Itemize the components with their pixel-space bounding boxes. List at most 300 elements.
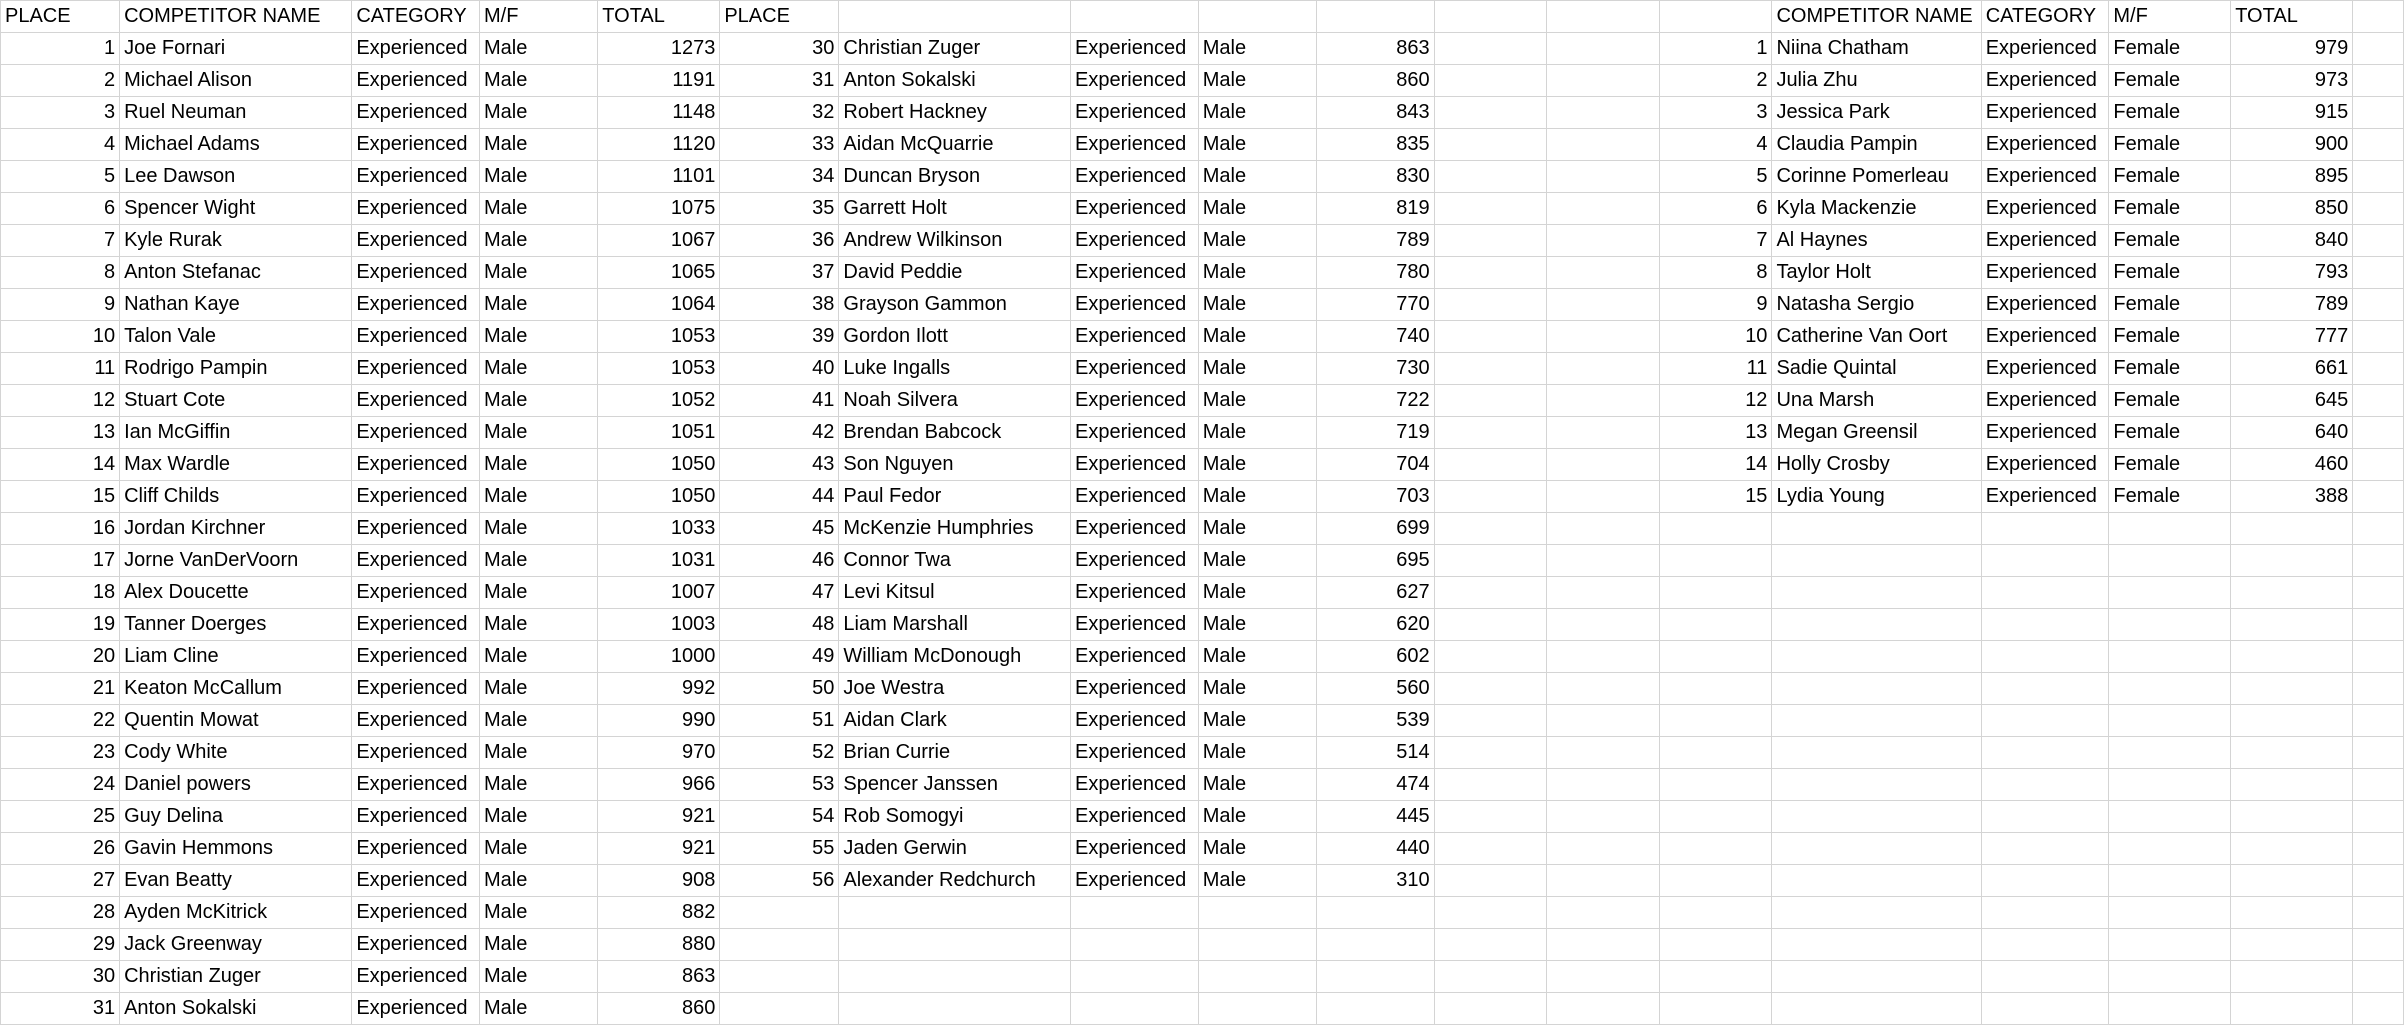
cell-mf[interactable]: Male bbox=[1198, 289, 1316, 321]
empty-cell[interactable] bbox=[1547, 801, 1660, 833]
empty-cell[interactable] bbox=[1434, 33, 1547, 65]
cell-total[interactable]: 895 bbox=[2231, 161, 2353, 193]
empty-cell[interactable] bbox=[1659, 833, 1772, 865]
empty-cell[interactable] bbox=[2109, 513, 2231, 545]
cell-category[interactable]: Experienced bbox=[352, 257, 480, 289]
cell-mf[interactable]: Male bbox=[479, 257, 597, 289]
cell-name[interactable]: Quentin Mowat bbox=[120, 705, 352, 737]
empty-cell[interactable] bbox=[2109, 929, 2231, 961]
empty-cell[interactable] bbox=[1198, 929, 1316, 961]
cell-name[interactable]: Kyle Rurak bbox=[120, 225, 352, 257]
cell-name[interactable]: Anton Sokalski bbox=[839, 65, 1071, 97]
cell-total[interactable]: 620 bbox=[1317, 609, 1435, 641]
cell-mf[interactable]: Male bbox=[1198, 33, 1316, 65]
empty-cell[interactable] bbox=[1434, 673, 1547, 705]
cell-place[interactable]: 51 bbox=[720, 705, 839, 737]
header-cell[interactable]: CATEGORY bbox=[1981, 1, 2109, 33]
cell-category[interactable]: Experienced bbox=[352, 193, 480, 225]
cell-total[interactable]: 880 bbox=[598, 929, 720, 961]
cell-mf[interactable]: Female bbox=[2109, 65, 2231, 97]
empty-cell[interactable] bbox=[839, 961, 1071, 993]
cell-category[interactable]: Experienced bbox=[352, 65, 480, 97]
cell-total[interactable]: 1075 bbox=[598, 193, 720, 225]
empty-cell[interactable] bbox=[1772, 929, 1981, 961]
cell-name[interactable]: Liam Marshall bbox=[839, 609, 1071, 641]
cell-category[interactable]: Experienced bbox=[1071, 289, 1199, 321]
cell-place[interactable]: 39 bbox=[720, 321, 839, 353]
cell-mf[interactable]: Female bbox=[2109, 33, 2231, 65]
cell-name[interactable]: Lee Dawson bbox=[120, 161, 352, 193]
cell-place[interactable]: 40 bbox=[720, 353, 839, 385]
cell-place[interactable]: 16 bbox=[1, 513, 120, 545]
empty-cell[interactable] bbox=[1772, 577, 1981, 609]
cell-name[interactable]: Robert Hackney bbox=[839, 97, 1071, 129]
cell-place[interactable]: 20 bbox=[1, 641, 120, 673]
cell-name[interactable]: Brian Currie bbox=[839, 737, 1071, 769]
cell-mf[interactable]: Male bbox=[479, 545, 597, 577]
empty-cell[interactable] bbox=[1981, 897, 2109, 929]
cell-name[interactable]: Anton Stefanac bbox=[120, 257, 352, 289]
empty-cell[interactable] bbox=[2231, 577, 2353, 609]
cell-total[interactable]: 843 bbox=[1317, 97, 1435, 129]
cell-name[interactable]: Una Marsh bbox=[1772, 385, 1981, 417]
empty-cell[interactable] bbox=[1434, 417, 1547, 449]
cell-place[interactable]: 49 bbox=[720, 641, 839, 673]
cell-mf[interactable]: Male bbox=[479, 481, 597, 513]
cell-place[interactable]: 15 bbox=[1, 481, 120, 513]
cell-name[interactable]: Natasha Sergio bbox=[1772, 289, 1981, 321]
cell-total[interactable]: 777 bbox=[2231, 321, 2353, 353]
cell-name[interactable]: Sadie Quintal bbox=[1772, 353, 1981, 385]
cell-category[interactable]: Experienced bbox=[352, 385, 480, 417]
empty-cell[interactable] bbox=[1547, 257, 1660, 289]
cell-name[interactable]: Liam Cline bbox=[120, 641, 352, 673]
cell-name[interactable]: Michael Adams bbox=[120, 129, 352, 161]
cell-total[interactable]: 1053 bbox=[598, 321, 720, 353]
cell-mf[interactable]: Male bbox=[479, 769, 597, 801]
empty-cell[interactable] bbox=[2231, 769, 2353, 801]
cell-total[interactable]: 1273 bbox=[598, 33, 720, 65]
cell-category[interactable]: Experienced bbox=[1981, 161, 2109, 193]
empty-cell[interactable] bbox=[1434, 321, 1547, 353]
cell-place[interactable]: 18 bbox=[1, 577, 120, 609]
empty-cell[interactable] bbox=[1434, 609, 1547, 641]
empty-cell[interactable] bbox=[1772, 737, 1981, 769]
cell-mf[interactable]: Male bbox=[479, 225, 597, 257]
cell-name[interactable]: Paul Fedor bbox=[839, 481, 1071, 513]
cell-place[interactable]: 46 bbox=[720, 545, 839, 577]
cell-name[interactable]: Ian McGiffin bbox=[120, 417, 352, 449]
cell-name[interactable]: Max Wardle bbox=[120, 449, 352, 481]
empty-cell[interactable] bbox=[1547, 97, 1660, 129]
cell-category[interactable]: Experienced bbox=[352, 801, 480, 833]
empty-cell[interactable] bbox=[1071, 993, 1199, 1025]
cell-total[interactable]: 793 bbox=[2231, 257, 2353, 289]
cell-mf[interactable]: Male bbox=[479, 737, 597, 769]
header-cell[interactable]: TOTAL bbox=[2231, 1, 2353, 33]
empty-cell[interactable] bbox=[1547, 225, 1660, 257]
cell-category[interactable]: Experienced bbox=[352, 513, 480, 545]
cell-total[interactable]: 695 bbox=[1317, 545, 1435, 577]
cell-category[interactable]: Experienced bbox=[1071, 353, 1199, 385]
empty-cell[interactable] bbox=[2231, 513, 2353, 545]
cell-name[interactable]: Spencer Wight bbox=[120, 193, 352, 225]
header-cell[interactable]: TOTAL bbox=[598, 1, 720, 33]
empty-cell[interactable] bbox=[2231, 609, 2353, 641]
cell-mf[interactable]: Male bbox=[479, 897, 597, 929]
empty-cell[interactable] bbox=[1981, 513, 2109, 545]
empty-cell[interactable] bbox=[1547, 513, 1660, 545]
empty-cell[interactable] bbox=[720, 929, 839, 961]
cell-place[interactable]: 29 bbox=[1, 929, 120, 961]
cell-category[interactable]: Experienced bbox=[352, 33, 480, 65]
empty-cell[interactable] bbox=[1198, 897, 1316, 929]
cell-name[interactable]: Niina Chatham bbox=[1772, 33, 1981, 65]
empty-cell[interactable] bbox=[1434, 257, 1547, 289]
cell-total[interactable]: 1050 bbox=[598, 449, 720, 481]
empty-cell[interactable] bbox=[1772, 801, 1981, 833]
cell-place[interactable]: 30 bbox=[1, 961, 120, 993]
cell-place[interactable]: 13 bbox=[1659, 417, 1772, 449]
cell-place[interactable]: 56 bbox=[720, 865, 839, 897]
cell-category[interactable]: Experienced bbox=[1071, 609, 1199, 641]
cell-total[interactable]: 1052 bbox=[598, 385, 720, 417]
cell-place[interactable]: 23 bbox=[1, 737, 120, 769]
empty-cell[interactable] bbox=[1317, 897, 1435, 929]
cell-name[interactable]: Jessica Park bbox=[1772, 97, 1981, 129]
cell-category[interactable]: Experienced bbox=[1071, 577, 1199, 609]
cell-place[interactable]: 33 bbox=[720, 129, 839, 161]
empty-cell[interactable] bbox=[1434, 129, 1547, 161]
cell-place[interactable]: 32 bbox=[720, 97, 839, 129]
empty-cell[interactable] bbox=[2353, 289, 2404, 321]
header-cell[interactable]: COMPETITOR NAME bbox=[120, 1, 352, 33]
cell-place[interactable]: 45 bbox=[720, 513, 839, 545]
cell-category[interactable]: Experienced bbox=[1981, 449, 2109, 481]
cell-place[interactable]: 36 bbox=[720, 225, 839, 257]
cell-mf[interactable]: Male bbox=[479, 609, 597, 641]
cell-place[interactable]: 2 bbox=[1, 65, 120, 97]
empty-cell[interactable] bbox=[1547, 129, 1660, 161]
cell-mf[interactable]: Male bbox=[1198, 321, 1316, 353]
cell-category[interactable]: Experienced bbox=[1981, 481, 2109, 513]
cell-place[interactable]: 41 bbox=[720, 385, 839, 417]
cell-name[interactable]: Holly Crosby bbox=[1772, 449, 1981, 481]
empty-cell[interactable] bbox=[1547, 417, 1660, 449]
cell-total[interactable]: 704 bbox=[1317, 449, 1435, 481]
cell-name[interactable]: McKenzie Humphries bbox=[839, 513, 1071, 545]
empty-cell[interactable] bbox=[1434, 961, 1547, 993]
empty-cell[interactable] bbox=[1434, 929, 1547, 961]
empty-cell[interactable] bbox=[2231, 897, 2353, 929]
empty-cell[interactable] bbox=[1659, 801, 1772, 833]
header-cell[interactable]: COMPETITOR NAME bbox=[1772, 1, 1981, 33]
cell-total[interactable]: 310 bbox=[1317, 865, 1435, 897]
empty-cell[interactable] bbox=[2353, 897, 2404, 929]
empty-cell[interactable] bbox=[1772, 769, 1981, 801]
empty-cell[interactable] bbox=[2353, 321, 2404, 353]
empty-cell[interactable] bbox=[1547, 193, 1660, 225]
empty-cell[interactable] bbox=[1547, 161, 1660, 193]
empty-cell[interactable] bbox=[1547, 961, 1660, 993]
cell-mf[interactable]: Male bbox=[1198, 513, 1316, 545]
cell-total[interactable]: 1007 bbox=[598, 577, 720, 609]
empty-cell[interactable] bbox=[1071, 961, 1199, 993]
cell-mf[interactable]: Male bbox=[1198, 737, 1316, 769]
empty-cell[interactable] bbox=[2353, 833, 2404, 865]
header-cell[interactable]: PLACE bbox=[720, 1, 839, 33]
cell-total[interactable]: 445 bbox=[1317, 801, 1435, 833]
empty-cell[interactable] bbox=[720, 993, 839, 1025]
empty-cell[interactable] bbox=[839, 1, 1071, 33]
cell-name[interactable]: David Peddie bbox=[839, 257, 1071, 289]
empty-cell[interactable] bbox=[2353, 545, 2404, 577]
cell-name[interactable]: Megan Greensil bbox=[1772, 417, 1981, 449]
cell-place[interactable]: 11 bbox=[1, 353, 120, 385]
cell-mf[interactable]: Male bbox=[479, 577, 597, 609]
cell-mf[interactable]: Male bbox=[479, 129, 597, 161]
empty-cell[interactable] bbox=[2353, 481, 2404, 513]
cell-place[interactable]: 31 bbox=[720, 65, 839, 97]
empty-cell[interactable] bbox=[1434, 161, 1547, 193]
empty-cell[interactable] bbox=[1659, 673, 1772, 705]
empty-cell[interactable] bbox=[2109, 705, 2231, 737]
cell-mf[interactable]: Male bbox=[1198, 769, 1316, 801]
empty-cell[interactable] bbox=[2353, 577, 2404, 609]
empty-cell[interactable] bbox=[1659, 961, 1772, 993]
cell-total[interactable]: 1191 bbox=[598, 65, 720, 97]
cell-name[interactable]: Spencer Janssen bbox=[839, 769, 1071, 801]
cell-category[interactable]: Experienced bbox=[1071, 737, 1199, 769]
cell-mf[interactable]: Male bbox=[479, 65, 597, 97]
cell-name[interactable]: Noah Silvera bbox=[839, 385, 1071, 417]
cell-name[interactable]: Nathan Kaye bbox=[120, 289, 352, 321]
cell-mf[interactable]: Male bbox=[479, 33, 597, 65]
cell-total[interactable]: 863 bbox=[1317, 33, 1435, 65]
cell-mf[interactable]: Male bbox=[479, 289, 597, 321]
empty-cell[interactable] bbox=[2231, 673, 2353, 705]
cell-name[interactable]: Aidan Clark bbox=[839, 705, 1071, 737]
empty-cell[interactable] bbox=[1547, 289, 1660, 321]
cell-name[interactable]: Jordan Kirchner bbox=[120, 513, 352, 545]
empty-cell[interactable] bbox=[1547, 897, 1660, 929]
cell-name[interactable]: Jaden Gerwin bbox=[839, 833, 1071, 865]
cell-category[interactable]: Experienced bbox=[352, 993, 480, 1025]
cell-total[interactable]: 719 bbox=[1317, 417, 1435, 449]
cell-place[interactable]: 11 bbox=[1659, 353, 1772, 385]
empty-cell[interactable] bbox=[1981, 545, 2109, 577]
empty-cell[interactable] bbox=[1659, 1, 1772, 33]
empty-cell[interactable] bbox=[2109, 833, 2231, 865]
empty-cell[interactable] bbox=[1981, 929, 2109, 961]
cell-name[interactable]: Christian Zuger bbox=[120, 961, 352, 993]
empty-cell[interactable] bbox=[2231, 705, 2353, 737]
cell-mf[interactable]: Female bbox=[2109, 129, 2231, 161]
cell-mf[interactable]: Female bbox=[2109, 353, 2231, 385]
cell-total[interactable]: 539 bbox=[1317, 705, 1435, 737]
cell-category[interactable]: Experienced bbox=[1071, 161, 1199, 193]
empty-cell[interactable] bbox=[1317, 929, 1435, 961]
cell-category[interactable]: Experienced bbox=[1981, 257, 2109, 289]
empty-cell[interactable] bbox=[1434, 225, 1547, 257]
cell-total[interactable]: 627 bbox=[1317, 577, 1435, 609]
cell-mf[interactable]: Male bbox=[1198, 609, 1316, 641]
cell-total[interactable]: 819 bbox=[1317, 193, 1435, 225]
cell-mf[interactable]: Male bbox=[479, 833, 597, 865]
empty-cell[interactable] bbox=[1434, 705, 1547, 737]
cell-total[interactable]: 770 bbox=[1317, 289, 1435, 321]
empty-cell[interactable] bbox=[1659, 577, 1772, 609]
empty-cell[interactable] bbox=[1772, 513, 1981, 545]
empty-cell[interactable] bbox=[1772, 545, 1981, 577]
empty-cell[interactable] bbox=[1547, 865, 1660, 897]
cell-mf[interactable]: Male bbox=[479, 705, 597, 737]
cell-category[interactable]: Experienced bbox=[352, 161, 480, 193]
cell-name[interactable]: Daniel powers bbox=[120, 769, 352, 801]
cell-total[interactable]: 514 bbox=[1317, 737, 1435, 769]
cell-place[interactable]: 4 bbox=[1, 129, 120, 161]
cell-place[interactable]: 2 bbox=[1659, 65, 1772, 97]
cell-category[interactable]: Experienced bbox=[1071, 545, 1199, 577]
empty-cell[interactable] bbox=[1547, 385, 1660, 417]
cell-category[interactable]: Experienced bbox=[1981, 417, 2109, 449]
cell-name[interactable]: Julia Zhu bbox=[1772, 65, 1981, 97]
cell-name[interactable]: Andrew Wilkinson bbox=[839, 225, 1071, 257]
empty-cell[interactable] bbox=[1547, 1, 1660, 33]
cell-name[interactable]: Claudia Pampin bbox=[1772, 129, 1981, 161]
empty-cell[interactable] bbox=[2353, 993, 2404, 1025]
cell-mf[interactable]: Male bbox=[1198, 449, 1316, 481]
cell-total[interactable]: 740 bbox=[1317, 321, 1435, 353]
empty-cell[interactable] bbox=[2109, 737, 2231, 769]
cell-category[interactable]: Experienced bbox=[352, 481, 480, 513]
cell-category[interactable]: Experienced bbox=[1071, 769, 1199, 801]
empty-cell[interactable] bbox=[1434, 737, 1547, 769]
empty-cell[interactable] bbox=[2353, 161, 2404, 193]
cell-total[interactable]: 661 bbox=[2231, 353, 2353, 385]
cell-mf[interactable]: Male bbox=[1198, 97, 1316, 129]
cell-total[interactable]: 703 bbox=[1317, 481, 1435, 513]
cell-mf[interactable]: Male bbox=[1198, 193, 1316, 225]
cell-place[interactable]: 48 bbox=[720, 609, 839, 641]
empty-cell[interactable] bbox=[1659, 513, 1772, 545]
cell-name[interactable]: Aidan McQuarrie bbox=[839, 129, 1071, 161]
cell-category[interactable]: Experienced bbox=[1071, 513, 1199, 545]
cell-place[interactable]: 6 bbox=[1659, 193, 1772, 225]
empty-cell[interactable] bbox=[2353, 65, 2404, 97]
empty-cell[interactable] bbox=[1547, 481, 1660, 513]
empty-cell[interactable] bbox=[1547, 65, 1660, 97]
empty-cell[interactable] bbox=[1071, 1, 1199, 33]
cell-place[interactable]: 24 bbox=[1, 769, 120, 801]
empty-cell[interactable] bbox=[1434, 897, 1547, 929]
cell-place[interactable]: 31 bbox=[1, 993, 120, 1025]
cell-category[interactable]: Experienced bbox=[352, 897, 480, 929]
cell-name[interactable]: Joe Westra bbox=[839, 673, 1071, 705]
cell-mf[interactable]: Male bbox=[1198, 545, 1316, 577]
cell-place[interactable]: 9 bbox=[1659, 289, 1772, 321]
cell-category[interactable]: Experienced bbox=[1071, 641, 1199, 673]
empty-cell[interactable] bbox=[2353, 673, 2404, 705]
cell-total[interactable]: 1067 bbox=[598, 225, 720, 257]
empty-cell[interactable] bbox=[1547, 609, 1660, 641]
cell-total[interactable]: 1003 bbox=[598, 609, 720, 641]
cell-mf[interactable]: Male bbox=[479, 673, 597, 705]
cell-place[interactable]: 3 bbox=[1, 97, 120, 129]
empty-cell[interactable] bbox=[1434, 513, 1547, 545]
cell-total[interactable]: 860 bbox=[1317, 65, 1435, 97]
cell-place[interactable]: 14 bbox=[1659, 449, 1772, 481]
empty-cell[interactable] bbox=[1981, 961, 2109, 993]
cell-total[interactable]: 1053 bbox=[598, 353, 720, 385]
cell-name[interactable]: Tanner Doerges bbox=[120, 609, 352, 641]
cell-mf[interactable]: Male bbox=[479, 321, 597, 353]
cell-mf[interactable]: Male bbox=[1198, 833, 1316, 865]
cell-mf[interactable]: Male bbox=[1198, 385, 1316, 417]
cell-place[interactable]: 15 bbox=[1659, 481, 1772, 513]
empty-cell[interactable] bbox=[1434, 545, 1547, 577]
cell-place[interactable]: 53 bbox=[720, 769, 839, 801]
empty-cell[interactable] bbox=[1981, 609, 2109, 641]
cell-total[interactable]: 440 bbox=[1317, 833, 1435, 865]
cell-total[interactable]: 602 bbox=[1317, 641, 1435, 673]
empty-cell[interactable] bbox=[1434, 353, 1547, 385]
cell-place[interactable]: 26 bbox=[1, 833, 120, 865]
empty-cell[interactable] bbox=[2353, 417, 2404, 449]
cell-place[interactable]: 14 bbox=[1, 449, 120, 481]
cell-total[interactable]: 970 bbox=[598, 737, 720, 769]
empty-cell[interactable] bbox=[2353, 385, 2404, 417]
empty-cell[interactable] bbox=[1071, 897, 1199, 929]
cell-category[interactable]: Experienced bbox=[1981, 193, 2109, 225]
cell-category[interactable]: Experienced bbox=[1071, 673, 1199, 705]
cell-place[interactable]: 25 bbox=[1, 801, 120, 833]
cell-mf[interactable]: Male bbox=[479, 417, 597, 449]
cell-category[interactable]: Experienced bbox=[352, 833, 480, 865]
cell-category[interactable]: Experienced bbox=[1071, 193, 1199, 225]
cell-place[interactable]: 1 bbox=[1659, 33, 1772, 65]
cell-mf[interactable]: Male bbox=[479, 449, 597, 481]
empty-cell[interactable] bbox=[1659, 705, 1772, 737]
empty-cell[interactable] bbox=[1659, 769, 1772, 801]
cell-name[interactable]: Talon Vale bbox=[120, 321, 352, 353]
cell-total[interactable]: 830 bbox=[1317, 161, 1435, 193]
cell-total[interactable]: 835 bbox=[1317, 129, 1435, 161]
cell-mf[interactable]: Male bbox=[1198, 577, 1316, 609]
cell-category[interactable]: Experienced bbox=[1981, 97, 2109, 129]
cell-total[interactable]: 1120 bbox=[598, 129, 720, 161]
cell-category[interactable]: Experienced bbox=[1981, 385, 2109, 417]
empty-cell[interactable] bbox=[2231, 993, 2353, 1025]
cell-name[interactable]: Catherine Van Oort bbox=[1772, 321, 1981, 353]
empty-cell[interactable] bbox=[1434, 97, 1547, 129]
cell-category[interactable]: Experienced bbox=[352, 673, 480, 705]
cell-total[interactable]: 882 bbox=[598, 897, 720, 929]
cell-category[interactable]: Experienced bbox=[1981, 225, 2109, 257]
empty-cell[interactable] bbox=[1434, 289, 1547, 321]
empty-cell[interactable] bbox=[1772, 673, 1981, 705]
cell-name[interactable]: Jack Greenway bbox=[120, 929, 352, 961]
cell-mf[interactable]: Male bbox=[1198, 417, 1316, 449]
cell-category[interactable]: Experienced bbox=[352, 353, 480, 385]
empty-cell[interactable] bbox=[839, 929, 1071, 961]
cell-mf[interactable]: Male bbox=[1198, 353, 1316, 385]
empty-cell[interactable] bbox=[2353, 641, 2404, 673]
empty-cell[interactable] bbox=[2231, 833, 2353, 865]
cell-total[interactable]: 992 bbox=[598, 673, 720, 705]
cell-category[interactable]: Experienced bbox=[352, 641, 480, 673]
empty-cell[interactable] bbox=[2353, 769, 2404, 801]
